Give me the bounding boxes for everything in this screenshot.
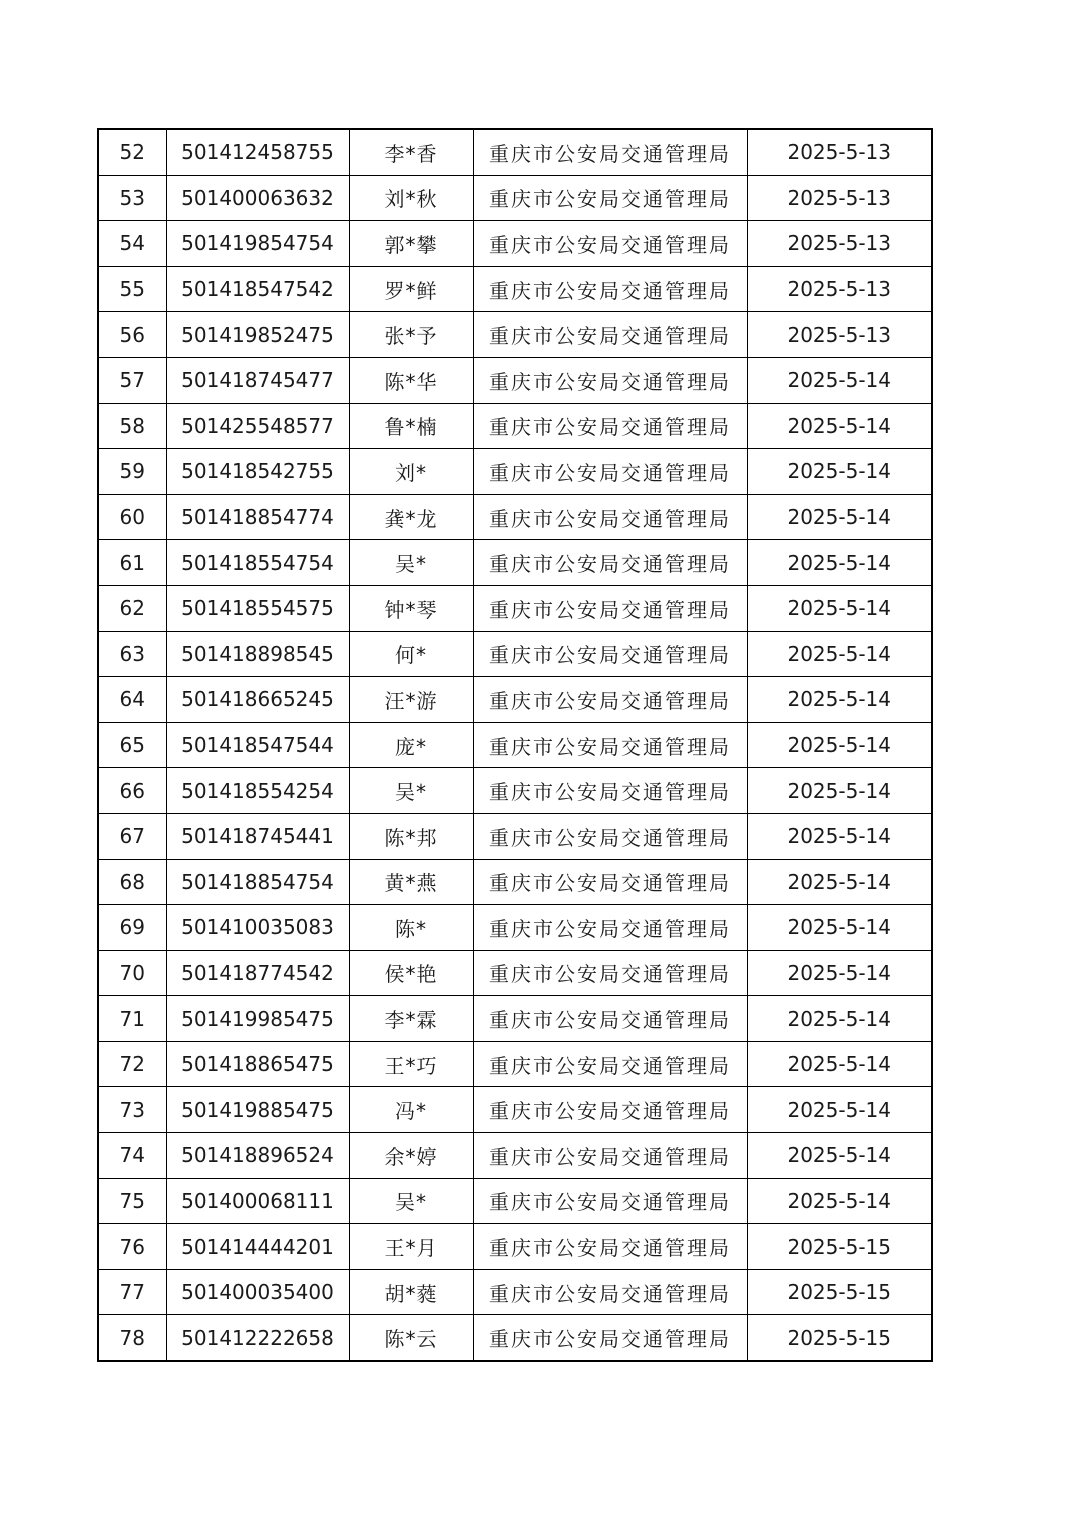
issuing-authority-cell: 重庆市公安局交通管理局 [473,585,747,631]
table-row [98,129,932,175]
date-cell: 2025-5-13 [747,129,932,175]
record-id-cell: 501418898545 [166,631,349,677]
person-name-cell: 汪*游 [349,677,473,723]
date-cell: 2025-5-14 [747,631,932,677]
date-cell: 2025-5-14 [747,768,932,814]
row-number-cell: 59 [98,449,166,495]
row-number-cell: 72 [98,1041,166,1087]
issuing-authority-cell: 重庆市公安局交通管理局 [473,175,747,221]
person-name-cell: 吴* [349,768,473,814]
issuing-authority-cell: 重庆市公安局交通管理局 [473,1315,747,1361]
table-row [98,494,932,540]
record-id-cell: 501418547542 [166,266,349,312]
row-number-cell: 70 [98,950,166,996]
person-name-cell: 刘* [349,449,473,495]
row-number-cell: 68 [98,859,166,905]
record-id-cell: 501419885475 [166,1087,349,1133]
row-number-cell: 76 [98,1224,166,1270]
table-row [98,905,932,951]
record-id-cell: 501418745441 [166,813,349,859]
row-number-cell: 54 [98,221,166,267]
date-cell: 2025-5-14 [747,996,932,1042]
issuing-authority-cell: 重庆市公安局交通管理局 [473,1224,747,1270]
person-name-cell: 吴* [349,540,473,586]
issuing-authority-cell: 重庆市公安局交通管理局 [473,1041,747,1087]
record-id-cell: 501400068111 [166,1178,349,1224]
date-cell: 2025-5-14 [747,403,932,449]
row-number-cell: 61 [98,540,166,586]
issuing-authority-cell: 重庆市公安局交通管理局 [473,540,747,586]
table-row [98,996,932,1042]
issuing-authority-cell: 重庆市公安局交通管理局 [473,996,747,1042]
row-number-cell: 53 [98,175,166,221]
record-id-cell: 501418896524 [166,1133,349,1179]
issuing-authority-cell: 重庆市公安局交通管理局 [473,403,747,449]
date-cell: 2025-5-14 [747,494,932,540]
record-id-cell: 501418547544 [166,722,349,768]
issuing-authority-cell: 重庆市公安局交通管理局 [473,1269,747,1315]
record-id-cell: 501419985475 [166,996,349,1042]
person-name-cell: 龚*龙 [349,494,473,540]
row-number-cell: 65 [98,722,166,768]
record-id-cell: 501414444201 [166,1224,349,1270]
issuing-authority-cell: 重庆市公安局交通管理局 [473,266,747,312]
record-id-cell: 501418854754 [166,859,349,905]
person-name-cell: 陈*云 [349,1315,473,1361]
table-row [98,1269,932,1315]
person-name-cell: 李*霖 [349,996,473,1042]
person-name-cell: 胡*蕤 [349,1269,473,1315]
table-row [98,813,932,859]
record-table [97,128,933,1362]
record-id-cell: 501418554754 [166,540,349,586]
person-name-cell: 罗*鲜 [349,266,473,312]
date-cell: 2025-5-13 [747,312,932,358]
date-cell: 2025-5-15 [747,1269,932,1315]
issuing-authority-cell: 重庆市公安局交通管理局 [473,449,747,495]
date-cell: 2025-5-14 [747,1041,932,1087]
row-number-cell: 66 [98,768,166,814]
table-row [98,1224,932,1270]
row-number-cell: 57 [98,357,166,403]
row-number-cell: 60 [98,494,166,540]
date-cell: 2025-5-14 [747,677,932,723]
table-row [98,266,932,312]
table-row [98,403,932,449]
issuing-authority-cell: 重庆市公安局交通管理局 [473,221,747,267]
person-name-cell: 庞* [349,722,473,768]
table-row [98,449,932,495]
row-number-cell: 52 [98,129,166,175]
date-cell: 2025-5-14 [747,813,932,859]
person-name-cell: 陈*邦 [349,813,473,859]
table-row [98,221,932,267]
row-number-cell: 74 [98,1133,166,1179]
row-number-cell: 69 [98,905,166,951]
person-name-cell: 余*婷 [349,1133,473,1179]
date-cell: 2025-5-15 [747,1315,932,1361]
table-row [98,677,932,723]
record-id-cell: 501418865475 [166,1041,349,1087]
date-cell: 2025-5-13 [747,221,932,267]
date-cell: 2025-5-14 [747,449,932,495]
table-row [98,1087,932,1133]
row-number-cell: 78 [98,1315,166,1361]
record-id-cell: 501418745477 [166,357,349,403]
issuing-authority-cell: 重庆市公安局交通管理局 [473,768,747,814]
record-id-cell: 501410035083 [166,905,349,951]
record-id-cell: 501418542755 [166,449,349,495]
record-id-cell: 501418665245 [166,677,349,723]
date-cell: 2025-5-14 [747,540,932,586]
person-name-cell: 侯*艳 [349,950,473,996]
date-cell: 2025-5-14 [747,950,932,996]
date-cell: 2025-5-14 [747,357,932,403]
record-id-cell: 501419854754 [166,221,349,267]
person-name-cell: 王*月 [349,1224,473,1270]
person-name-cell: 何* [349,631,473,677]
issuing-authority-cell: 重庆市公安局交通管理局 [473,905,747,951]
record-id-cell: 501400063632 [166,175,349,221]
person-name-cell: 张*予 [349,312,473,358]
table-row [98,1315,932,1361]
issuing-authority-cell: 重庆市公安局交通管理局 [473,859,747,905]
person-name-cell: 吴* [349,1178,473,1224]
table-row [98,768,932,814]
person-name-cell: 陈* [349,905,473,951]
row-number-cell: 55 [98,266,166,312]
record-id-cell: 501412458755 [166,129,349,175]
date-cell: 2025-5-13 [747,266,932,312]
record-id-cell: 501418774542 [166,950,349,996]
table-row [98,357,932,403]
row-number-cell: 56 [98,312,166,358]
row-number-cell: 67 [98,813,166,859]
person-name-cell: 钟*琴 [349,585,473,631]
person-name-cell: 陈*华 [349,357,473,403]
issuing-authority-cell: 重庆市公安局交通管理局 [473,950,747,996]
issuing-authority-cell: 重庆市公安局交通管理局 [473,312,747,358]
table-row [98,1178,932,1224]
table-row [98,585,932,631]
person-name-cell: 鲁*楠 [349,403,473,449]
record-id-cell: 501419852475 [166,312,349,358]
table-row [98,312,932,358]
row-number-cell: 62 [98,585,166,631]
record-id-cell: 501418554254 [166,768,349,814]
date-cell: 2025-5-14 [747,1087,932,1133]
issuing-authority-cell: 重庆市公安局交通管理局 [473,1087,747,1133]
table-row [98,722,932,768]
issuing-authority-cell: 重庆市公安局交通管理局 [473,631,747,677]
table-row [98,631,932,677]
person-name-cell: 冯* [349,1087,473,1133]
table-row [98,175,932,221]
record-id-cell: 501418554575 [166,585,349,631]
issuing-authority-cell: 重庆市公安局交通管理局 [473,129,747,175]
table-row [98,859,932,905]
table-row [98,540,932,586]
person-name-cell: 黄*燕 [349,859,473,905]
issuing-authority-cell: 重庆市公安局交通管理局 [473,494,747,540]
person-name-cell: 刘*秋 [349,175,473,221]
table-row [98,1041,932,1087]
date-cell: 2025-5-14 [747,1133,932,1179]
person-name-cell: 王*巧 [349,1041,473,1087]
record-id-cell: 501418854774 [166,494,349,540]
issuing-authority-cell: 重庆市公安局交通管理局 [473,722,747,768]
table-row [98,1133,932,1179]
row-number-cell: 58 [98,403,166,449]
record-table-body [98,129,932,1361]
record-id-cell: 501400035400 [166,1269,349,1315]
issuing-authority-cell: 重庆市公安局交通管理局 [473,677,747,723]
row-number-cell: 73 [98,1087,166,1133]
row-number-cell: 71 [98,996,166,1042]
table-row [98,950,932,996]
issuing-authority-cell: 重庆市公安局交通管理局 [473,813,747,859]
person-name-cell: 李*香 [349,129,473,175]
date-cell: 2025-5-15 [747,1224,932,1270]
row-number-cell: 64 [98,677,166,723]
person-name-cell: 郭*攀 [349,221,473,267]
date-cell: 2025-5-14 [747,1178,932,1224]
issuing-authority-cell: 重庆市公安局交通管理局 [473,357,747,403]
issuing-authority-cell: 重庆市公安局交通管理局 [473,1178,747,1224]
issuing-authority-cell: 重庆市公安局交通管理局 [473,1133,747,1179]
date-cell: 2025-5-14 [747,585,932,631]
row-number-cell: 63 [98,631,166,677]
date-cell: 2025-5-13 [747,175,932,221]
row-number-cell: 77 [98,1269,166,1315]
record-id-cell: 501425548577 [166,403,349,449]
date-cell: 2025-5-14 [747,859,932,905]
record-id-cell: 501412222658 [166,1315,349,1361]
row-number-cell: 75 [98,1178,166,1224]
date-cell: 2025-5-14 [747,905,932,951]
date-cell: 2025-5-14 [747,722,932,768]
